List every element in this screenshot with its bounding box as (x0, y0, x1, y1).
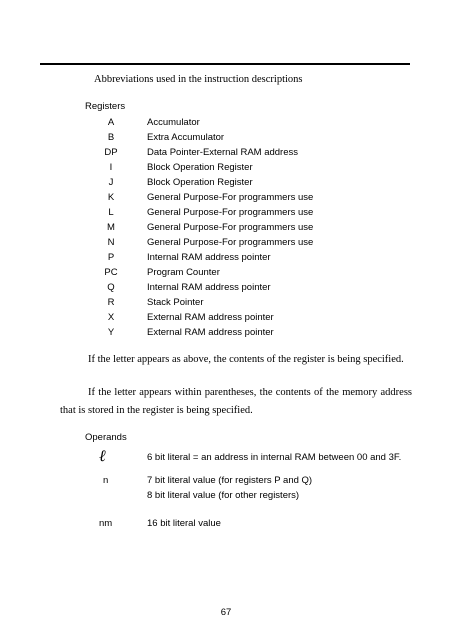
register-desc: Program Counter (147, 267, 220, 278)
register-code: DP (104, 147, 118, 158)
register-desc: External RAM address pointer (147, 312, 274, 323)
register-row (0, 117, 452, 132)
operands-label: Operands (85, 432, 127, 443)
register-desc: External RAM address pointer (147, 327, 274, 338)
register-desc: General Purpose-For programmers use (147, 207, 314, 218)
register-desc: Block Operation Register (147, 177, 253, 188)
register-desc: General Purpose-For programmers use (147, 222, 314, 233)
paragraph-register-contents: If the letter appears as above, the contents of the register is being specified. (88, 354, 404, 365)
section-heading: Abbreviations used in the instruction descriptions (94, 74, 303, 85)
operand-desc-line2: 8 bit literal value (for other registers) (147, 490, 300, 501)
registers-label: Registers (85, 101, 126, 112)
register-code: PC (104, 267, 118, 278)
operand-desc: 16 bit literal value (147, 518, 221, 529)
register-desc: Data Pointer-External RAM address (147, 147, 299, 158)
register-desc: General Purpose-For programmers use (147, 237, 314, 248)
register-code: R (107, 297, 115, 308)
register-code: Y (107, 327, 115, 338)
register-row (0, 162, 452, 177)
register-row (0, 327, 452, 342)
register-code: B (107, 132, 115, 143)
register-code: N (107, 237, 115, 248)
register-row (0, 222, 452, 237)
register-code: M (107, 222, 115, 233)
register-code: X (107, 312, 115, 323)
register-code: K (107, 192, 115, 203)
operand-symbol: nm (99, 518, 113, 529)
register-desc: Internal RAM address pointer (147, 282, 271, 293)
operand-symbol: n (103, 475, 109, 486)
register-desc: Internal RAM address pointer (147, 252, 271, 263)
literal-l-symbol: ℓ (99, 446, 106, 465)
register-code: P (107, 252, 115, 263)
register-row (0, 207, 452, 222)
register-row (0, 147, 452, 162)
register-row (0, 312, 452, 327)
register-desc: Stack Pointer (147, 297, 204, 308)
register-row (0, 252, 452, 267)
register-row (0, 267, 452, 282)
register-row (0, 192, 452, 207)
register-code: A (107, 117, 115, 128)
header-rule (40, 63, 410, 65)
register-desc: Accumulator (147, 117, 200, 128)
register-desc: General Purpose-For programmers use (147, 192, 314, 203)
paragraph-memory-address: If the letter appears within parentheses, the contents of the memory address that is stored in the register is being specified. (60, 387, 412, 416)
register-row (0, 297, 452, 312)
operand-desc: 6 bit literal = an address in internal RAM between 00 and 3F. (147, 452, 402, 463)
register-code: L (108, 207, 114, 218)
page-number: 67 (220, 607, 232, 618)
register-code: I (109, 162, 113, 173)
register-desc: Extra Accumulator (147, 132, 225, 143)
register-code: Q (107, 282, 115, 293)
register-desc: Block Operation Register (147, 162, 253, 173)
register-row (0, 132, 452, 147)
register-code: J (108, 177, 114, 188)
register-row (0, 237, 452, 252)
operand-desc: 7 bit literal value (for registers P and Q) (147, 475, 313, 486)
register-row (0, 282, 452, 297)
register-row (0, 177, 452, 192)
